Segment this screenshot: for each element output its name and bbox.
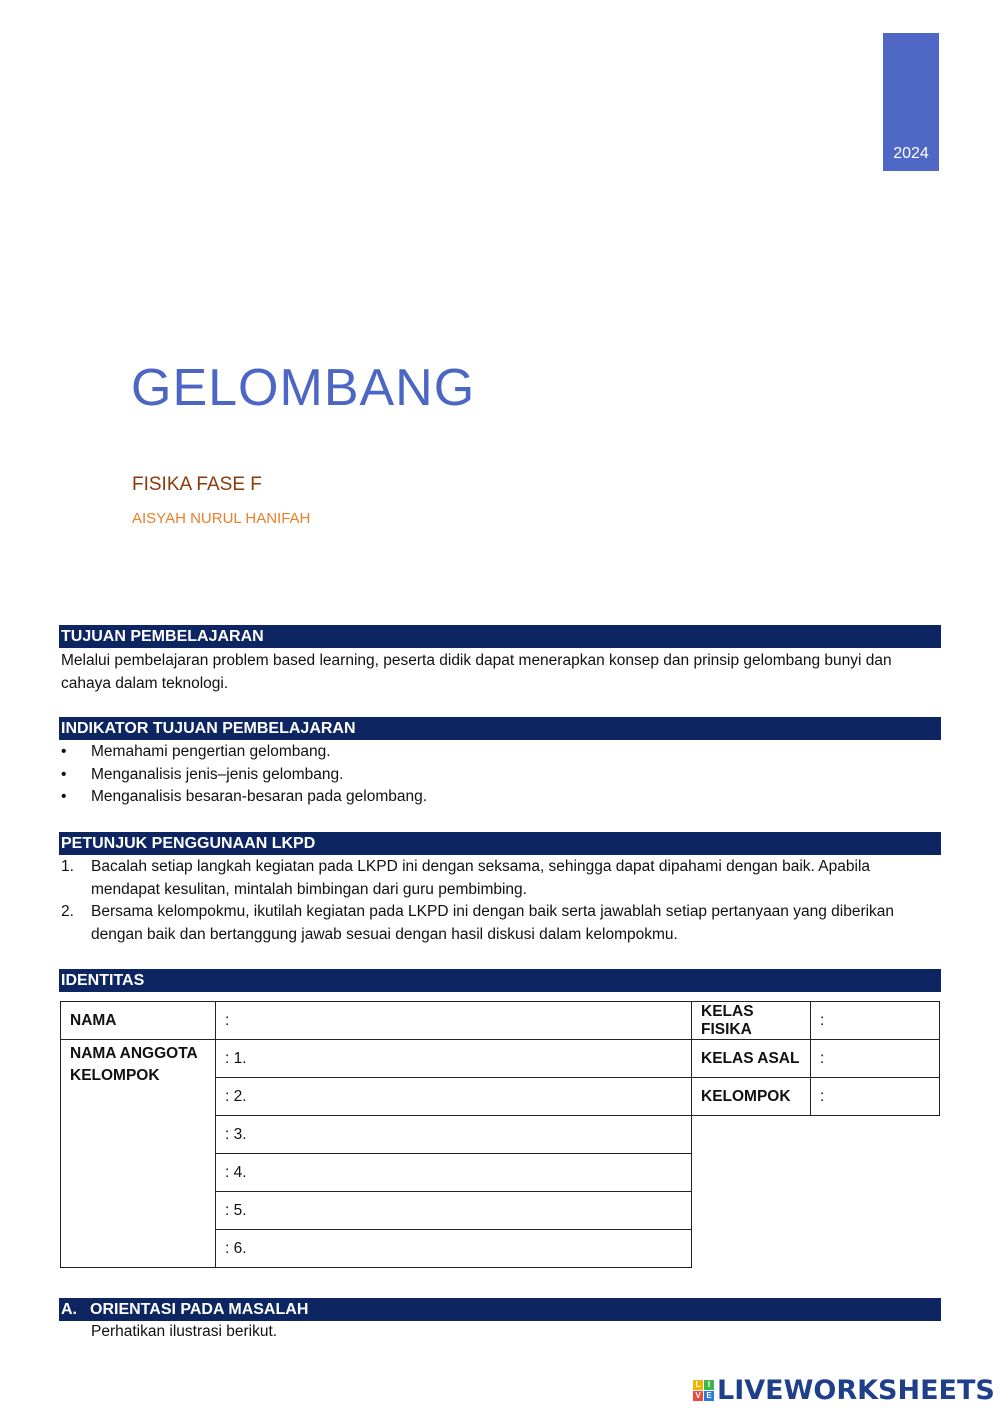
- empty-cell: [692, 1192, 940, 1230]
- list-item-text: Menganalisis jenis–jenis gelombang.: [91, 765, 344, 783]
- section-letter: A.: [61, 1301, 77, 1318]
- list-item-text: Bersama kelompokmu, ikutilah kegiatan pada LKPD ini dengan baik serta jawablah setiap pertanyaan yang diberikan dengan baik dan bertanggung jawab sesuai dengan hasil diskusi dalam kelompokmu.: [91, 903, 895, 943]
- logo-icon: [693, 1380, 714, 1401]
- year-label: 2024: [893, 145, 929, 162]
- kelas-fisika-label: KELAS FISIKA: [692, 1002, 811, 1040]
- list-item: [61, 786, 941, 809]
- nama-field[interactable]: :: [216, 1002, 692, 1040]
- orientasi-note: Perhatikan ilustrasi berikut.: [91, 1323, 278, 1340]
- member-field-4[interactable]: : 4.: [216, 1154, 692, 1192]
- list-item: [61, 764, 941, 787]
- anggota-label-line1: NAMA ANGGOTA: [70, 1045, 198, 1062]
- bullet-marker: •: [61, 765, 67, 783]
- table-row: [61, 1040, 940, 1078]
- year-tab: [883, 33, 939, 171]
- nama-label: NAMA: [61, 1002, 216, 1040]
- logo-letter: I: [704, 1380, 714, 1390]
- kelas-asal-label: KELAS ASAL: [692, 1040, 811, 1078]
- member-field-5[interactable]: : 5.: [216, 1192, 692, 1230]
- list-item: [61, 901, 931, 946]
- member-field-6[interactable]: : 6.: [216, 1230, 692, 1268]
- logo-letter: V: [693, 1391, 703, 1401]
- logo-letter: E: [704, 1391, 714, 1401]
- step-number: 2.: [61, 903, 74, 920]
- list-item: [61, 741, 941, 764]
- section-heading-indikator: INDIKATOR TUJUAN PEMBELAJARAN: [59, 717, 941, 740]
- tujuan-text: Melalui pembelajaran problem based learning, peserta didik dapat menerapkan konsep dan prinsip gelombang bunyi dan cahaya dalam teknologi.: [61, 652, 892, 692]
- anggota-label: [61, 1040, 216, 1268]
- member-field-3[interactable]: : 3.: [216, 1116, 692, 1154]
- bullet-marker: •: [61, 788, 67, 805]
- indikator-list-wrapper: [61, 741, 941, 809]
- member-field-2[interactable]: : 2.: [216, 1078, 692, 1116]
- member-field-1[interactable]: : 1.: [216, 1040, 692, 1078]
- petunjuk-list: [61, 856, 931, 946]
- section-heading-petunjuk: PETUNJUK PENGGUNAAN LKPD: [59, 832, 941, 855]
- empty-cell: [692, 1116, 940, 1154]
- document-title: GELOMBANG: [131, 359, 476, 417]
- section-heading-orientasi: [59, 1298, 941, 1321]
- document-subtitle: FISIKA FASE F: [132, 474, 262, 495]
- section-heading-identitas: IDENTITAS: [59, 969, 941, 992]
- identity-table: [60, 1001, 940, 1268]
- section-title: ORIENTASI PADA MASALAH: [90, 1301, 309, 1318]
- empty-cell: [692, 1230, 940, 1268]
- section-heading-tujuan: TUJUAN PEMBELAJARAN: [59, 625, 941, 648]
- bullet-marker: •: [61, 743, 67, 760]
- table-row: [61, 1002, 940, 1040]
- list-item-text: Memahami pengertian gelombang.: [91, 743, 331, 760]
- kelompok-field[interactable]: :: [811, 1078, 940, 1116]
- kelompok-label: KELOMPOK: [692, 1078, 811, 1116]
- author-name: AISYAH NURUL HANIFAH: [132, 510, 311, 527]
- kelas-asal-field[interactable]: :: [811, 1040, 940, 1078]
- empty-cell: [692, 1154, 940, 1192]
- petunjuk-list-wrapper: [61, 856, 931, 946]
- liveworksheets-logo: [693, 1374, 995, 1406]
- kelas-fisika-field[interactable]: :: [811, 1002, 940, 1040]
- logo-letter: L: [693, 1380, 703, 1390]
- list-item-text: Menganalisis besaran-besaran pada gelombang.: [91, 788, 428, 805]
- anggota-label-line2: KELOMPOK: [70, 1067, 160, 1084]
- indikator-list: [61, 741, 941, 809]
- step-number: 1.: [61, 858, 74, 875]
- logo-text: LIVEWORKSHEETS: [717, 1374, 995, 1406]
- list-item-text: Bacalah setiap langkah kegiatan pada LKPD ini dengan seksama, sehingga dapat dipahami dengan baik. Apabila mendapat kesulitan, mintalah bimbingan dari guru pembimbing.: [91, 858, 871, 898]
- list-item: [61, 856, 931, 901]
